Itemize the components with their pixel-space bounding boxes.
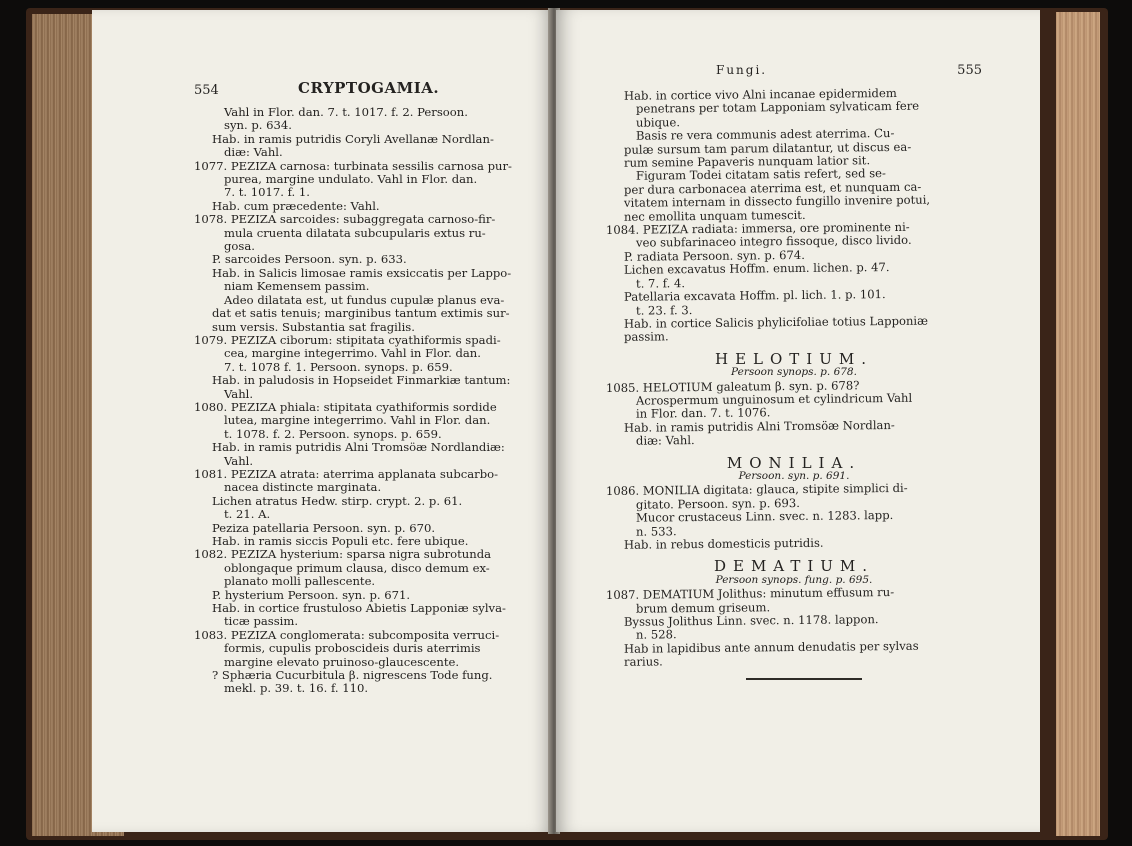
text-line: t. 21. A.	[224, 507, 271, 522]
text-line: in Flor. dan. 7. t. 1076.	[635, 405, 771, 422]
text-line: Figuram Todei citatam satis refert, sed se-	[635, 166, 886, 184]
text-line: Hab. in cortice frustuloso Abietis Lapponiæ sylva-	[212, 601, 506, 616]
text-line: 1084. PEZIZA radiata: immersa, ore prominente ni-	[605, 219, 910, 238]
text-line: Mucor crustaceus Linn. svec. n. 1283. lapp.	[635, 508, 894, 525]
text-line: Hab. in rebus domesticis putridis.	[623, 535, 824, 552]
text-line: 1085. HELOTIUM galeatum β. syn. p. 678?	[605, 377, 860, 395]
left-page-content	[194, 80, 534, 696]
left-page-header	[194, 80, 534, 106]
text-line: n. 533.	[635, 523, 677, 539]
right-running-head: Fungi.	[716, 63, 768, 77]
text-line: penetrans per totam Lapponiam sylvaticam fere	[635, 99, 920, 117]
text-line: sum versis. Substantia sat fragilis.	[212, 319, 415, 334]
text-line: dat et satis tenuis; marginibus tantum extimis sur-	[212, 306, 510, 321]
text-line: vitatem internam in dissecto fungillo invenire potui,	[623, 192, 931, 211]
left-text-body	[194, 106, 534, 696]
text-line: diæ: Vahl.	[224, 145, 283, 160]
text-line: P. hysterium Persoon. syn. p. 671.	[212, 587, 411, 602]
text-line: pulæ sursum tam parum dilatantur, ut discus ea-	[623, 139, 912, 157]
text-line: Peziza patellaria Persoon. syn. p. 670.	[212, 520, 436, 535]
text-line: Vahl in Flor. dan. 7. t. 1017. f. 2. Persoon.	[224, 105, 468, 119]
text-line: rarius.	[623, 654, 663, 670]
genus-reference-monilia: Persoon. syn. p. 691.	[738, 469, 850, 482]
text-line: 1078. PEZIZA sarcoides: subaggregata carnoso-fir-	[194, 212, 496, 227]
genus-reference-helotium: Persoon synops. p. 678.	[731, 366, 857, 379]
text-line: 7. t. 1017. f. 1.	[224, 185, 310, 200]
text-line: Basis re vera communis adest aterrima. Cu-	[635, 126, 895, 143]
text-line: t. 7. f. 4.	[635, 275, 686, 291]
right-page-number: 555	[957, 63, 982, 78]
right-text-block-b	[605, 377, 982, 449]
right-text-block-c	[605, 481, 982, 552]
text-line: Acrospermum unguinosum et cylindricum Vahl	[635, 390, 913, 408]
text-line: 7. t. 1078 f. 1. Persoon. synops. p. 659.	[224, 359, 453, 374]
text-line: Patellaria excavata Hoffm. pl. lich. 1. p. 101.	[623, 287, 886, 304]
text-line: cea, margine integerrimo. Vahl in Flor. dan.	[224, 346, 481, 361]
text-line: Adeo dilatata est, ut fundus cupulæ planus eva-	[224, 292, 505, 307]
text-line: 1077. PEZIZA carnosa: turbinata sessilis carnosa pur-	[194, 158, 512, 173]
text-line: syn. p. 634.	[224, 118, 292, 133]
text-line: n. 528.	[635, 627, 677, 643]
text-line: t. 23. f. 3.	[635, 302, 693, 318]
text-line: Vahl.	[224, 386, 254, 401]
text-line: Hab. in ramis putridis Alni Tromsöæ Nordlandiæ:	[212, 440, 505, 455]
text-line: formis, cupulis proboscideis duris aterrimis	[224, 641, 481, 656]
text-line: Hab. in paludosis in Hopseidet Finmarkiæ tantum:	[212, 373, 511, 388]
text-line: ? Sphæria Cucurbitula β. nigrescens Tode fung.	[212, 668, 493, 683]
text-line: P. radiata Persoon. syn. p. 674.	[623, 247, 806, 264]
text-line: veo subfarinaceo integro fissoque, disco livido.	[635, 233, 912, 251]
genus-heading-monilia: MONILIA.	[726, 453, 862, 472]
text-line: purea, margine undulato. Vahl in Flor. dan.	[224, 172, 478, 187]
text-line: lutea, margine integerrimo. Vahl in Flor. dan.	[224, 413, 491, 428]
text-line: Lichen excavatus Hoffm. enum. lichen. p. 47.	[623, 260, 890, 278]
right-page-content	[606, 64, 982, 680]
text-line: diæ: Vahl.	[635, 433, 695, 448]
end-rule	[746, 678, 862, 680]
text-line: ubique.	[635, 115, 681, 130]
text-line: gitato. Persoon. syn. p. 693.	[635, 495, 800, 512]
text-line: rum semine Papaveris nunquam latior sit.	[623, 153, 871, 170]
text-line: margine elevato pruinoso-glaucescente.	[224, 654, 460, 669]
text-line: ticæ passim.	[224, 614, 299, 629]
text-line: niam Kemensem passim.	[224, 279, 370, 294]
text-line: nec emollita unquam tumescit.	[623, 207, 806, 224]
text-line: 1079. PEZIZA ciborum: stipitata cyathiformis spadi-	[194, 332, 501, 347]
text-line: oblongaque primum clausa, disco demum ex-	[224, 560, 490, 575]
text-line: t. 1078. f. 2. Persoon. synops. p. 659.	[224, 426, 442, 441]
text-line: Hab. in ramis putridis Alni Tromsöæ Nordlan-	[623, 417, 895, 435]
text-line: 1081. PEZIZA atrata: aterrima applanata subcarbo-	[194, 466, 499, 481]
genus-reference-dematium: Persoon synops. fung. p. 695.	[715, 573, 873, 586]
text-line: Hab. cum præcedente: Vahl.	[212, 198, 380, 213]
text-line: 1083. PEZIZA conglomerata: subcomposita verruci-	[194, 627, 500, 642]
text-line: mekl. p. 39. t. 16. f. 110.	[224, 681, 369, 696]
genus-heading-helotium: HELOTIUM.	[715, 349, 873, 368]
text-line: passim.	[623, 329, 669, 345]
text-line: brum demum griseum.	[635, 599, 771, 616]
right-page	[556, 10, 1040, 832]
text-line: mula cruenta dilatata subcupularis extus ru-	[224, 225, 486, 240]
text-line: Hab. in cortice Salicis phylicifoliae totius Lapponiæ	[623, 313, 929, 331]
genus-heading-dematium: DEMATIUM.	[713, 557, 875, 576]
text-line: 1087. DEMATIUM Jolithus: minutum effusum ru-	[605, 585, 895, 603]
right-page-edges	[1056, 12, 1100, 836]
text-line: Hab. in ramis siccis Populi etc. fere ubique.	[212, 534, 469, 548]
text-line: Hab. in ramis putridis Coryli Avellanæ Nordlan-	[212, 131, 494, 146]
text-line: P. sarcoides Persoon. syn. p. 633.	[212, 252, 407, 267]
text-line: Hab in lapidibus ante annum denudatis per sylvas	[623, 638, 919, 656]
text-line: planato molli pallescente.	[224, 574, 376, 589]
text-line: Lichen atratus Hedw. stirp. crypt. 2. p. 61.	[212, 493, 463, 508]
left-page-number: 554	[194, 83, 219, 98]
text-line: Byssus Jolithus Linn. svec. n. 1178. lappon.	[623, 612, 879, 629]
left-page	[92, 10, 552, 832]
text-line: 1082. PEZIZA hysterium: sparsa nigra subrotunda	[194, 547, 492, 562]
text-line: per dura carbonacea aterrima est, et nunquam ca-	[623, 179, 922, 197]
text-line: nacea distincte marginata.	[224, 480, 382, 495]
text-line: Hab. in Salicis limosae ramis exsiccatis per Lappo-	[212, 265, 512, 280]
text-line: 1086. MONILIA digitata: glauca, stipite simplici di-	[605, 481, 908, 499]
right-text-block-d	[605, 585, 982, 670]
text-line: gosa.	[224, 239, 255, 254]
right-text-block-a	[605, 85, 982, 345]
text-line: Hab. in cortice vivo Alni incanae epidermidem	[623, 85, 897, 103]
text-line: 1080. PEZIZA phiala: stipitata cyathiformis sordide	[194, 399, 497, 414]
text-line: Vahl.	[224, 453, 254, 468]
left-running-head: CRYPTOGAMIA.	[298, 79, 440, 97]
